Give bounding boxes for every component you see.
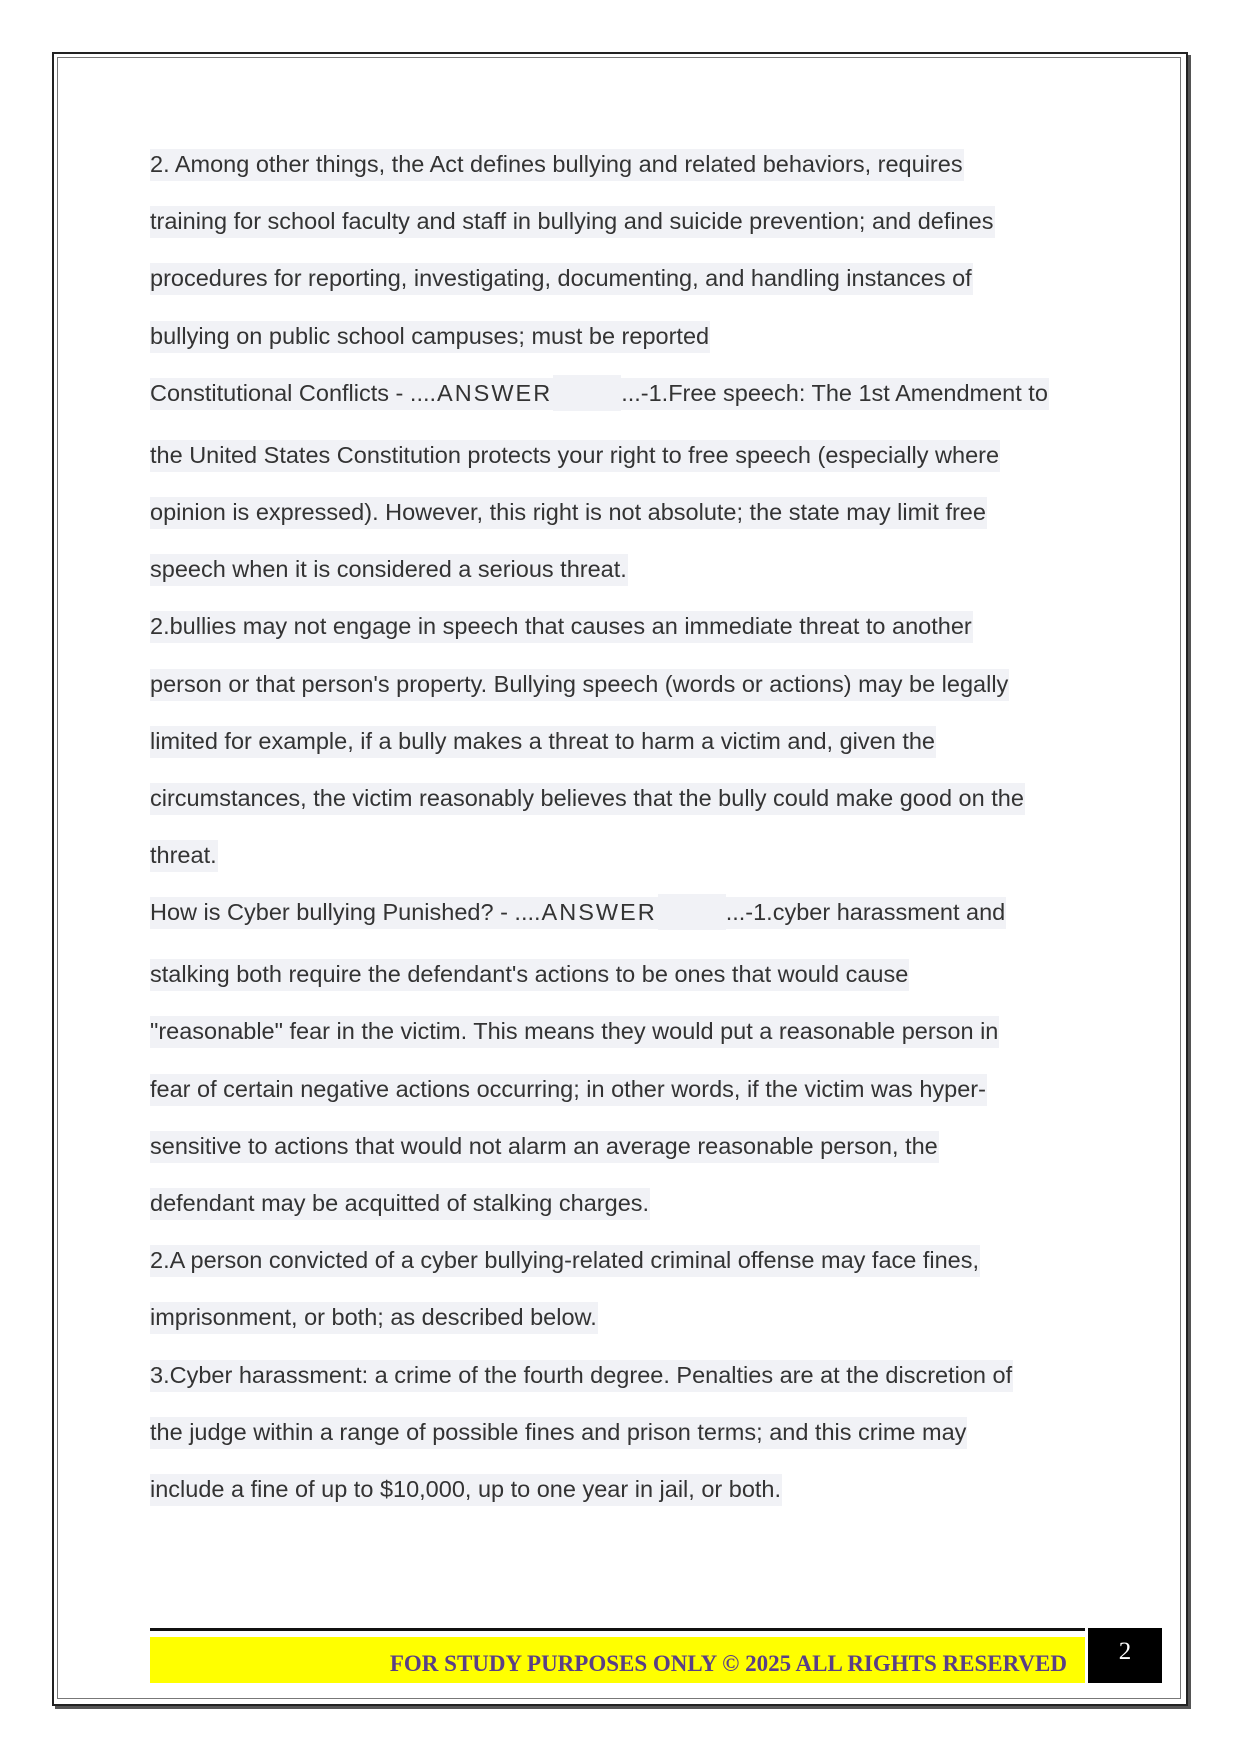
text-line: the judge within a range of possible fines and prison terms; and this crime may <box>150 1414 1100 1471</box>
answer-text: ...-1.cyber harassment and <box>726 897 1007 929</box>
text-line: 2. Among other things, the Act defines bullying and related behaviors, requires <box>150 146 1100 203</box>
text-line: the United States Constitution protects your right to free speech (especially where <box>150 437 1100 494</box>
text-line: circumstances, the victim reasonably believes that the bully could make good on the <box>150 780 1100 837</box>
text-line: imprisonment, or both; as described below. <box>150 1299 1100 1356</box>
text-line: "reasonable" fear in the victim. This means they would put a reasonable person in <box>150 1013 1100 1070</box>
text-line: training for school faculty and staff in bullying and suicide prevention; and defines <box>150 203 1100 260</box>
answer-label: ANSWER <box>437 378 553 410</box>
text-line: stalking both require the defendant's actions to be ones that would cause <box>150 956 1100 1013</box>
text-line: defendant may be acquitted of stalking charges. <box>150 1185 1100 1242</box>
question-line <box>150 894 1100 956</box>
text-line: person or that person's property. Bullying speech (words or actions) may be legally <box>150 666 1100 723</box>
question-text: Constitutional Conflicts - .... <box>150 378 437 410</box>
text-line: speech when it is considered a serious threat. <box>150 551 1100 608</box>
question-line <box>150 375 1100 437</box>
answer-label: ANSWER <box>542 897 658 929</box>
text-line: bullying on public school campuses; must be reported <box>150 318 1100 375</box>
answer-gap <box>553 375 621 411</box>
document-body <box>150 146 1100 1528</box>
text-line: procedures for reporting, investigating, documenting, and handling instances of <box>150 260 1100 317</box>
text-line: opinion is expressed). However, this right is not absolute; the state may limit free <box>150 494 1100 551</box>
footer-divider <box>150 1628 1085 1631</box>
text-line: sensitive to actions that would not alarm an average reasonable person, the <box>150 1128 1100 1185</box>
question-text: How is Cyber bullying Punished? - .... <box>150 897 542 929</box>
answer-text: ...-1.Free speech: The 1st Amendment to <box>621 378 1049 410</box>
page-number: 2 <box>1088 1628 1162 1683</box>
footer-notice: FOR STUDY PURPOSES ONLY © 2025 ALL RIGHTS RESERVED <box>150 1637 1085 1683</box>
text-line: fear of certain negative actions occurring; in other words, if the victim was hyper- <box>150 1071 1100 1128</box>
text-line: include a fine of up to $10,000, up to one year in jail, or both. <box>150 1471 1100 1528</box>
answer-gap <box>658 894 726 930</box>
text-line: 2.A person convicted of a cyber bullying-related criminal offense may face fines, <box>150 1242 1100 1299</box>
text-line: 2.bullies may not engage in speech that causes an immediate threat to another <box>150 608 1100 665</box>
text-line: 3.Cyber harassment: a crime of the fourth degree. Penalties are at the discretion of <box>150 1357 1100 1414</box>
text-line: threat. <box>150 837 1100 894</box>
text-line: limited for example, if a bully makes a threat to harm a victim and, given the <box>150 723 1100 780</box>
